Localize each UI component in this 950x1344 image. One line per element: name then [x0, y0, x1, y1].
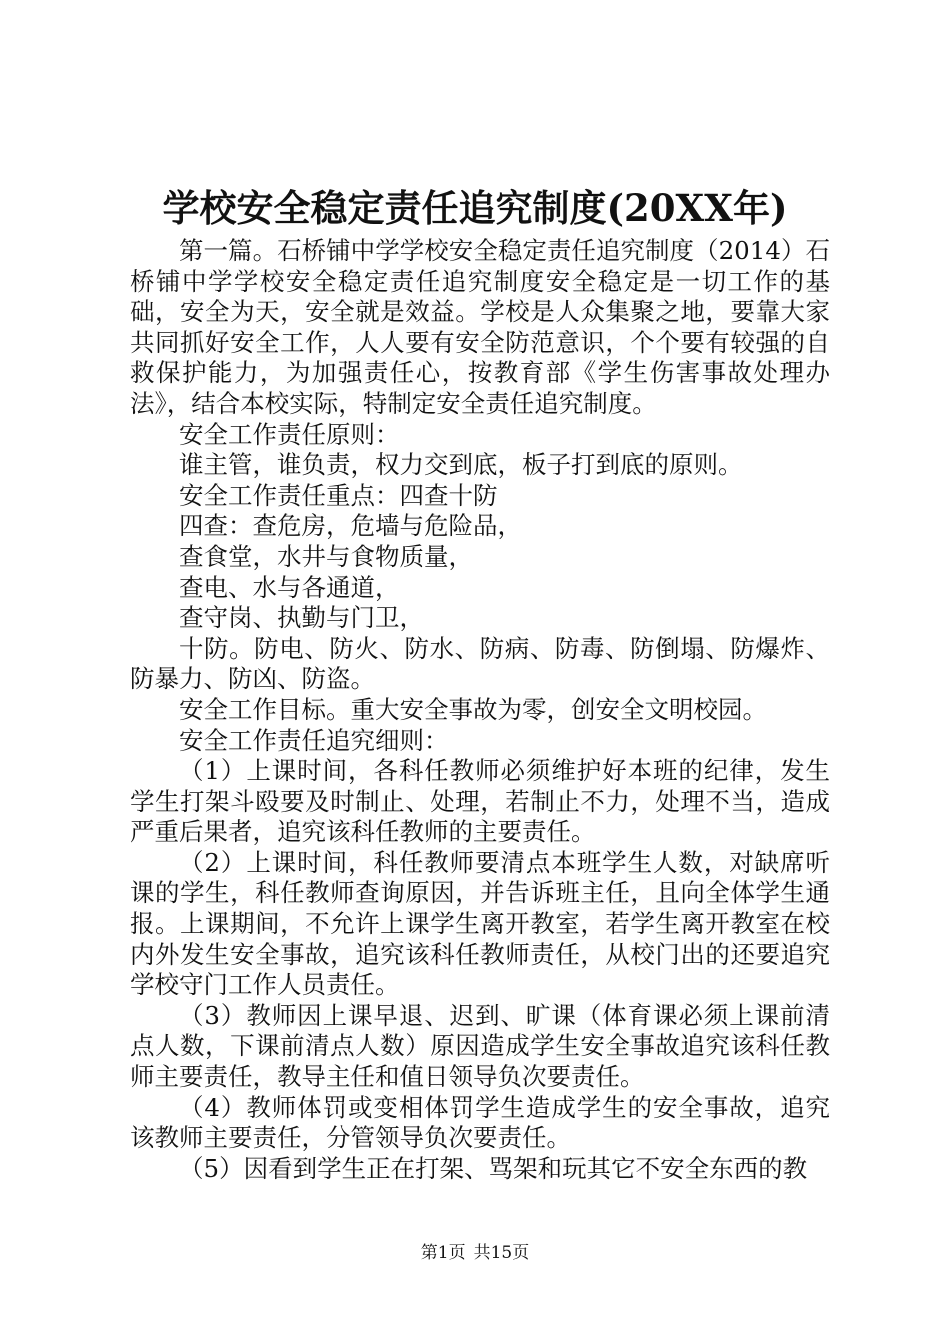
paragraph-rule-3: （3）教师因上课早退、迟到、旷课（体育课必须上课前清点人数，下课前清点人数）原因造成学生安全事故追究该科任教师主要责任，教导主任和值日领导负次要责任。 [130, 1000, 830, 1092]
paragraph-four-checks-1: 四查：查危房，危墙与危险品， [179, 511, 522, 541]
paragraph-rules-heading: 安全工作责任追究细则： [179, 725, 449, 755]
page-current: 第1页 [420, 1243, 466, 1263]
paragraph-four-checks-3: 查电、水与各通道， [179, 572, 400, 602]
paragraph-rule-2: （2）上课时间，科任教师要清点本班学生人数，对缺席听课的学生，科任教师查询原因，并告诉班主任，且向全体学生通报。上课期间，不允许上课学生离开教室，若学生离开教室在校内外发生安全事故，追究该科任教师责任，从校门出的还要追究学校守门工作人员责任。 [130, 847, 830, 1000]
page-number-footer [0, 1241, 950, 1265]
document-body [130, 236, 830, 1184]
paragraph-intro: 第一篇。石桥铺中学学校安全稳定责任追究制度（2014）石桥铺中学学校安全稳定责任追究制度安全稳定是一切工作的基础，安全为天，安全就是效益。学校是人众集聚之地，要靠大家共同抓好安全工作，人人要有安全防范意识，个个要有较强的自救保护能力，为加强责任心，按教育部《学生伤害事故处理办法》，结合本校实际，特制定安全责任追究制度。 [130, 236, 830, 418]
paragraph-rule-5: （5）因看到学生正在打架、骂架和玩其它不安全东西的教 [179, 1153, 808, 1183]
paragraph-four-checks-4: 查守岗、执勤与门卫， [179, 603, 424, 633]
paragraph-focus-heading: 安全工作责任重点：四查十防 [179, 480, 498, 510]
paragraph-ten-preventions: 十防。防电、防火、防水、防病、防毒、防倒塌、防爆炸、防暴力、防凶、防盗。 [130, 633, 830, 694]
document-title: 学校安全稳定责任追究制度(20XX年) [162, 186, 788, 230]
paragraph-principle: 谁主管，谁负责，权力交到底，板子打到底的原则。 [179, 450, 743, 480]
paragraph-principle-heading: 安全工作责任原则： [179, 419, 400, 449]
paragraph-goal: 安全工作目标。重大安全事故为零，创安全文明校园。 [179, 694, 767, 724]
paragraph-rule-4: （4）教师体罚或变相体罚学生造成学生的安全事故，追究该教师主要责任，分管领导负次要责任。 [130, 1092, 830, 1153]
paragraph-four-checks-2: 查食堂，水井与食物质量， [179, 541, 473, 571]
page-total: 共15页 [473, 1243, 530, 1263]
paragraph-rule-1: （1）上课时间，各科任教师必须维护好本班的纪律，发生学生打架斗殴要及时制止、处理，若制止不力，处理不当，造成严重后果者，追究该科任教师的主要责任。 [130, 756, 830, 847]
